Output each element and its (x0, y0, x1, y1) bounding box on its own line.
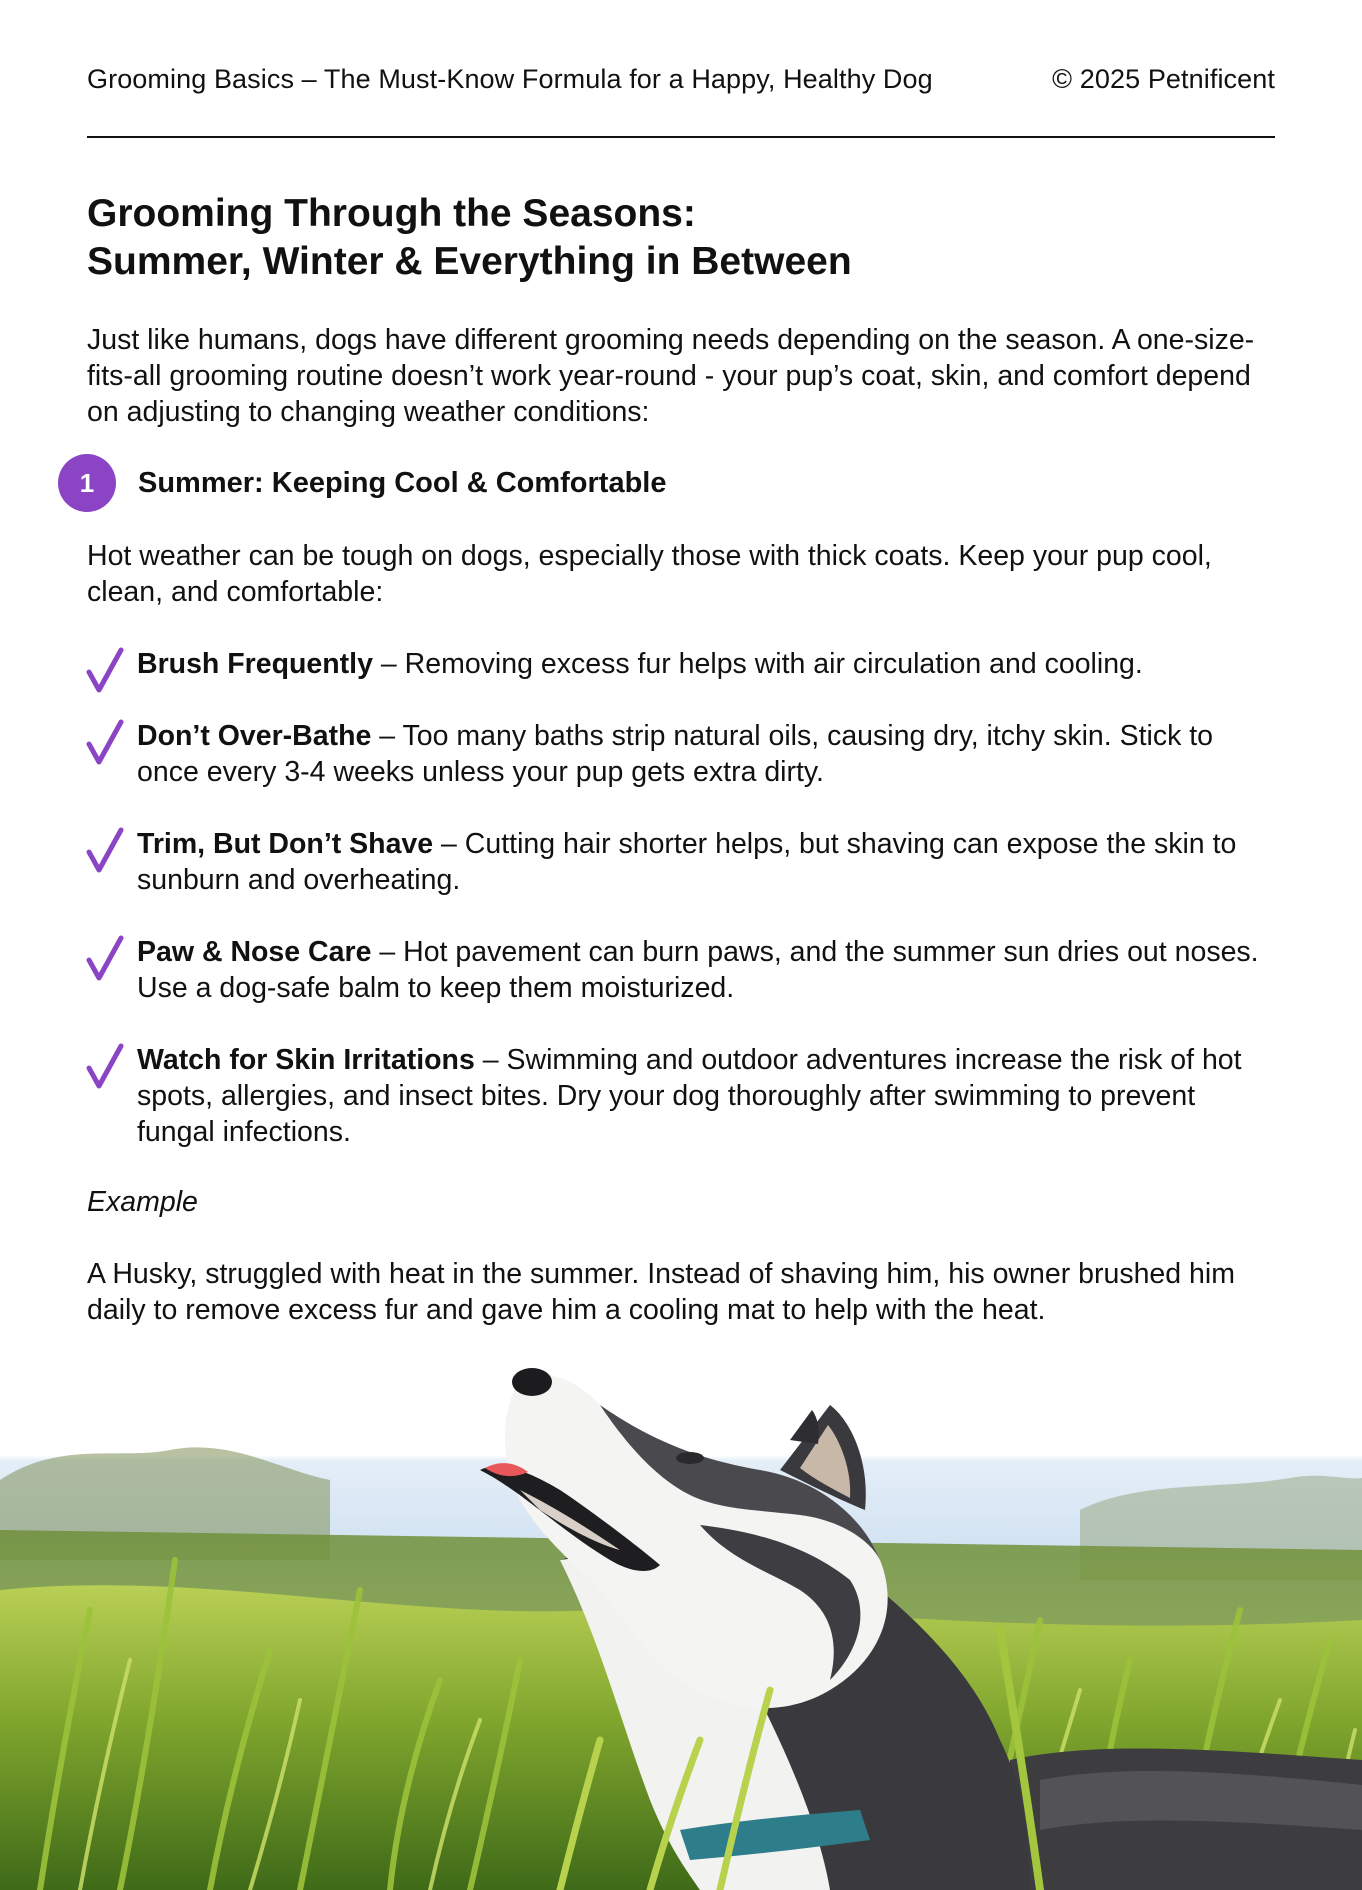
tip-item (87, 718, 1275, 790)
page-title (87, 190, 1275, 286)
header-divider (87, 136, 1275, 138)
copyright-notice: © 2025 Petnificent (1052, 64, 1275, 94)
tip-text: – Cutting hair shorter helps, but shaving can expose the skin to sunburn and overheating. (137, 828, 1237, 896)
section-title: Summer: Keeping Cool & Comfortable (138, 466, 667, 499)
check-icon (85, 826, 125, 874)
page-title-line-1: Grooming Through the Seasons: (87, 192, 696, 235)
tip-item (87, 934, 1275, 1006)
tip-item (87, 646, 1275, 682)
section-heading (58, 454, 667, 512)
tip-text: – Hot pavement can burn paws, and the summer sun dries out noses. Use a dog-safe balm to keep them moisturized. (137, 936, 1259, 1004)
tip-title: Brush Frequently (137, 648, 373, 680)
tip-text: – Swimming and outdoor adventures increase the risk of hot spots, allergies, and insect bites. Dry your dog thoroughly after swimming to prevent fungal infections. (137, 1044, 1242, 1148)
check-icon (85, 934, 125, 982)
check-icon (85, 718, 125, 766)
tip-text: – Too many baths strip natural oils, causing dry, itchy skin. Stick to once every 3-4 weeks unless your pup gets extra dirty. (137, 720, 1214, 788)
section-number-badge: 1 (58, 454, 116, 512)
page-header (87, 64, 1275, 95)
page-title-line-2: Summer, Winter & Everything in Between (87, 240, 852, 283)
intro-paragraph: Just like humans, dogs have different grooming needs depending on the season. A one-size-fits-all grooming routine doesn’t work year-round - your pup’s coat, skin, and comfort depend on adjusting to changing weather conditions: (87, 324, 1255, 428)
tip-item (87, 1042, 1275, 1150)
tip-item (87, 826, 1275, 898)
tip-title: Don’t Over-Bathe (137, 720, 372, 752)
husky-in-grass-illustration (0, 1360, 1362, 1890)
example-paragraph: A Husky, struggled with heat in the summer. Instead of shaving him, his owner brushed him daily to remove excess fur and gave him a cooling mat to help with the heat. (87, 1258, 1235, 1326)
tips-list (87, 646, 1275, 1186)
tip-title: Trim, But Don’t Shave (137, 828, 434, 860)
husky-photo (0, 1360, 1362, 1890)
check-icon (85, 1042, 125, 1090)
section-intro-paragraph: Hot weather can be tough on dogs, especially those with thick coats. Keep your pup cool, clean, and comfortable: (87, 540, 1212, 608)
document-title: Grooming Basics – The Must-Know Formula for a Happy, Healthy Dog (87, 64, 933, 94)
tip-title: Paw & Nose Care (137, 936, 372, 968)
check-icon (85, 646, 125, 694)
example-label: Example (87, 1186, 198, 1218)
tip-text: – Removing excess fur helps with air circulation and cooling. (372, 648, 1143, 680)
tip-title: Watch for Skin Irritations (137, 1044, 475, 1076)
